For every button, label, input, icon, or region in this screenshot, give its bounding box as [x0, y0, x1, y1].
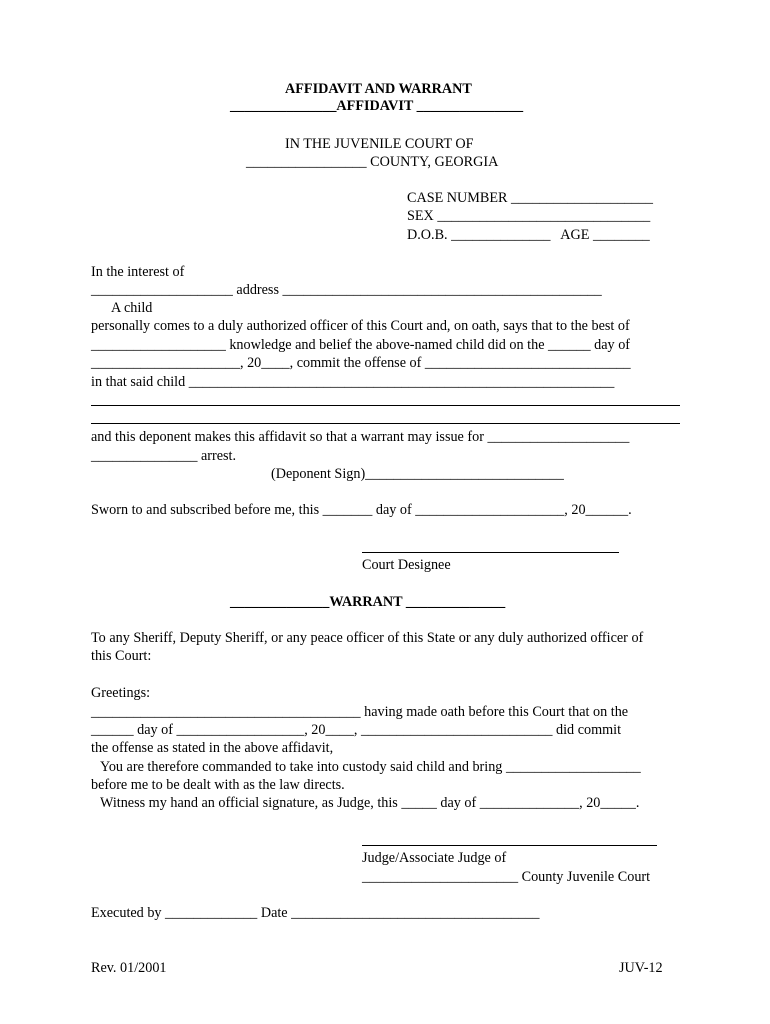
blank-line[interactable]	[91, 405, 680, 406]
affidavit-line-2[interactable]: ___________________ knowledge and belief the above-named child did on the ______ day of	[91, 337, 631, 353]
designee-signature-line[interactable]	[362, 552, 619, 553]
warrant-line-6[interactable]: You are therefore commanded to take into custody said child and bring ___________________	[100, 759, 641, 775]
court-designee-label: Court Designee	[362, 557, 451, 573]
judge-signature-line[interactable]	[362, 845, 657, 846]
warrant-line-3[interactable]: ______________________________________ having made oath before this Court that on the	[91, 704, 629, 720]
interest-label: In the interest of	[91, 264, 185, 280]
dob-age-field[interactable]: D.O.B. ______________ AGE ________	[407, 227, 650, 243]
sex-field[interactable]: SEX ______________________________	[407, 208, 651, 224]
affidavit-line-3[interactable]: _____________________, 20____, commit the offense of _____________________________	[91, 355, 631, 371]
warrant-line-1: To any Sheriff, Deputy Sheriff, or any peace officer of this State or any duly authorized officer of	[91, 630, 644, 646]
court-name: IN THE JUVENILE COURT OF	[285, 136, 474, 152]
greetings-label: Greetings:	[91, 685, 151, 701]
county-line: _________________ COUNTY, GEORGIA	[246, 154, 499, 170]
form-title: AFFIDAVIT AND WARRANT	[285, 81, 472, 97]
warrant-line-2: this Court:	[91, 648, 152, 664]
affidavit-subtitle: _______________AFFIDAVIT _______________	[230, 98, 524, 114]
address-line[interactable]: ____________________ address _____________________________________________	[91, 282, 602, 298]
warrant-line-7: before me to be dealt with as the law directs.	[91, 777, 345, 793]
executed-by-line[interactable]: Executed by _____________ Date ___________________________________	[91, 905, 540, 921]
case-number-field[interactable]: CASE NUMBER ____________________	[407, 190, 653, 206]
sworn-line[interactable]: Sworn to and subscribed before me, this _______ day of _____________________, 20______.	[91, 502, 632, 518]
form-number: JUV-12	[619, 960, 663, 976]
judge-label: Judge/Associate Judge of	[362, 850, 507, 866]
affidavit-line-4[interactable]: in that said child ____________________________________________________________	[91, 374, 615, 390]
affidavit-line-5[interactable]: and this deponent makes this affidavit so that a warrant may issue for ____________________	[91, 429, 630, 445]
warrant-line-4[interactable]: ______ day of __________________, 20____, ___________________________ did commit	[91, 722, 622, 738]
affidavit-line-6[interactable]: _______________ arrest.	[91, 448, 237, 464]
warrant-line-8[interactable]: Witness my hand an official signature, as Judge, this _____ day of ______________, 20_____.	[100, 795, 640, 811]
deponent-sign-line[interactable]: (Deponent Sign)____________________________	[271, 466, 564, 482]
child-label: A child	[111, 300, 153, 316]
county-court-line[interactable]: ______________________ County Juvenile Court	[362, 869, 651, 885]
affidavit-line-1: personally comes to a duly authorized officer of this Court and, on oath, says that to the best of	[91, 318, 630, 334]
warrant-heading: ______________WARRANT ______________	[230, 594, 506, 610]
warrant-line-5: the offense as stated in the above affidavit,	[91, 740, 334, 756]
blank-line[interactable]	[91, 423, 680, 424]
revision-label: Rev. 01/2001	[91, 960, 167, 976]
